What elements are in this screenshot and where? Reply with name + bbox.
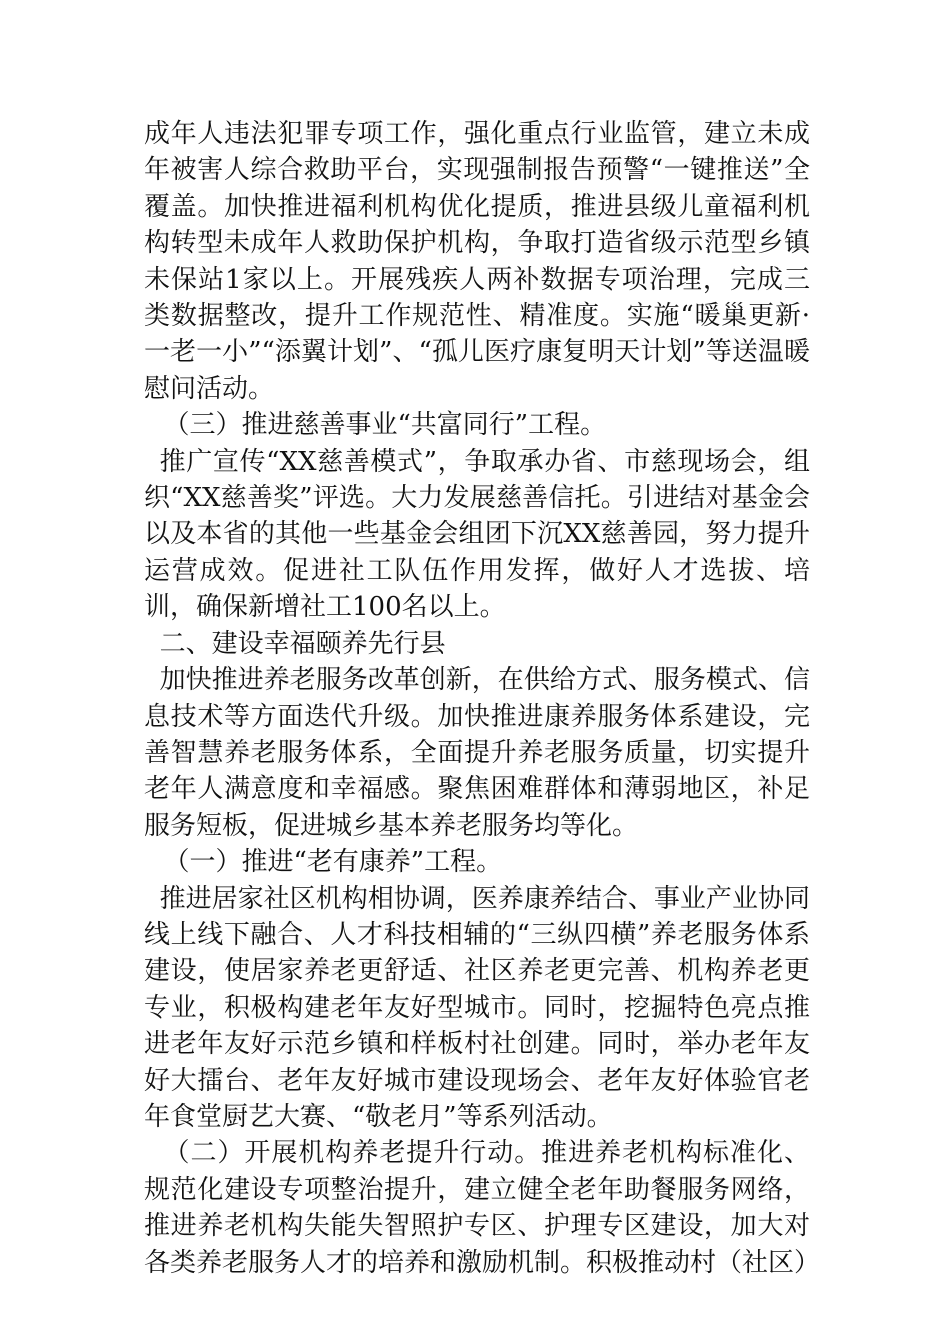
section-heading-charity: （三）推进慈善事业“共富同行”工程。 <box>163 410 607 441</box>
section-heading-elderly-health: （一）推进“老有康养”工程。 <box>163 847 503 878</box>
paragraph-elderly-care-intro: 加快推进养老服务改革创新，在供给方式、服务模式、信息技术等方面迭代升级。加快推进康养服务体系建设，完善智慧养老服务体系，全面提升养老服务质量，切实提升老年人满意度和幸福感。聚焦困难群体和薄弱地区，补足服务短板，促进城乡基本养老服务均等化。 <box>144 665 810 841</box>
paragraph-charity: 推广宣传“XX慈善模式”，争取承办省、市慈现场会，组织“XX慈善奖”评选。大力发展慈善信托。引进结对基金会以及本省的其他一些基金会组团下沉XX慈善园，努力提升运营成效。促进社工队伍作用发挥，做好人才选拔、培训，确保新增社工100名以上。 <box>144 446 810 623</box>
paragraph-institution-care: （二）开展机构养老提升行动。推进养老机构标准化、规范化建设专项整治提升，建立健全老年助餐服务网络，推进养老机构失能失智照护专区、护理专区建设，加大对各类养老服务人才的培养和激励机制。积极推动村（社区） <box>144 1138 821 1278</box>
paragraph-elderly-health: 推进居家社区机构相协调，医养康养结合、事业产业协同线上线下融合、人才科技相辅的“三纵四横”养老服务体系建设，使居家养老更舒适、社区养老更完善、机构养老更专业，积极构建老年友好型城市。同时，挖掘特色亮点推进老年友好示范乡镇和样板村社创建。同时，举办老年友好大擂台、老年友好城市建设现场会、老年友好体验官老年食堂厨艺大赛、“敬老月”等系列活动。 <box>144 883 810 1132</box>
paragraph-continuation: 成年人违法犯罪专项工作，强化重点行业监管，建立未成年被害人综合救助平台，实现强制报告预警“一键推送”全覆盖。加快推进福利机构优化提质，推进县级儿童福利机构转型未成年人救助保护机构，争取打造省级示范型乡镇未保站1家以上。开展残疾人两补数据专项治理，完成三类数据整改，提升工作规范性、精准度。实施“暖巢更新·一老一小”“添翼计划”、“孤儿医疗康复明天计划”等送温暖慰问活动。 <box>144 119 810 404</box>
chapter-heading-elderly-care: 二、建设幸福颐养先行县 <box>159 628 446 659</box>
document-body <box>144 116 821 1281</box>
